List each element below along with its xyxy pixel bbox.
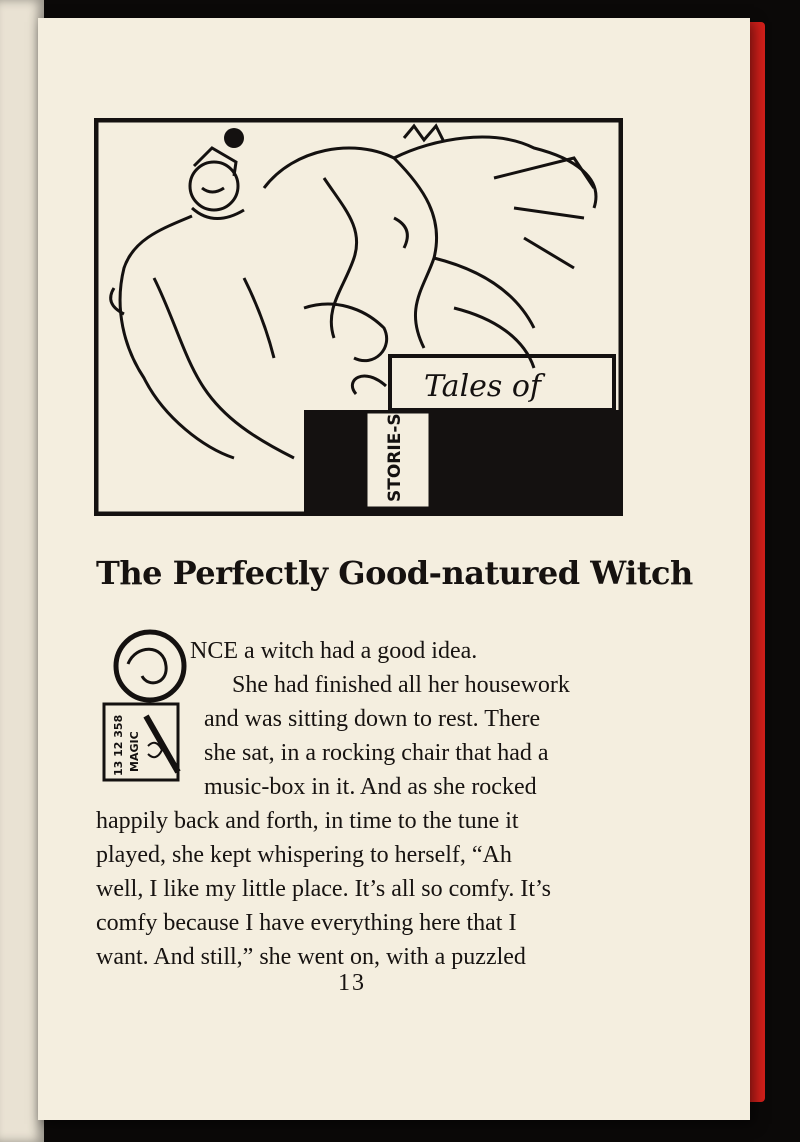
story-line: want. And still,” she went on, with a puzzled	[96, 944, 526, 970]
book-spine-text: STORIE-S	[385, 413, 405, 502]
clown-and-monster-illustration	[94, 118, 623, 516]
story-line: happily back and forth, in time to the tune it	[96, 808, 519, 834]
initial-letter-o	[116, 632, 184, 700]
story-line: she sat, in a rocking chair that had a	[204, 740, 549, 766]
decorated-initial	[98, 626, 188, 786]
sign-text: Tales of	[424, 369, 542, 404]
story-line: comfy because I have everything here that I	[96, 910, 517, 936]
story-line: well, I like my little place. It’s all so comfy. It’s	[96, 876, 552, 902]
initial-letter: O	[108, 646, 109, 647]
story-title: The Perfectly Good-natured Witch	[96, 554, 693, 592]
page-number: 13	[338, 970, 366, 996]
initial-flourish	[128, 649, 166, 683]
story-line: She had finished all her housework	[232, 672, 570, 698]
story-line: played, she kept whispering to herself, “Ah	[96, 842, 512, 868]
book-page	[38, 18, 750, 1120]
magic-book-numbers: 13 12 358	[112, 714, 125, 776]
magic-book-label: MAGIC	[128, 731, 141, 772]
story-line: music-box in it. And as she rocked	[204, 774, 537, 800]
story-line: NCE a witch had a good idea.	[190, 638, 478, 664]
black-block	[304, 410, 621, 514]
clown-pompom	[224, 128, 244, 148]
story-line: and was sitting down to rest. There	[204, 706, 541, 732]
